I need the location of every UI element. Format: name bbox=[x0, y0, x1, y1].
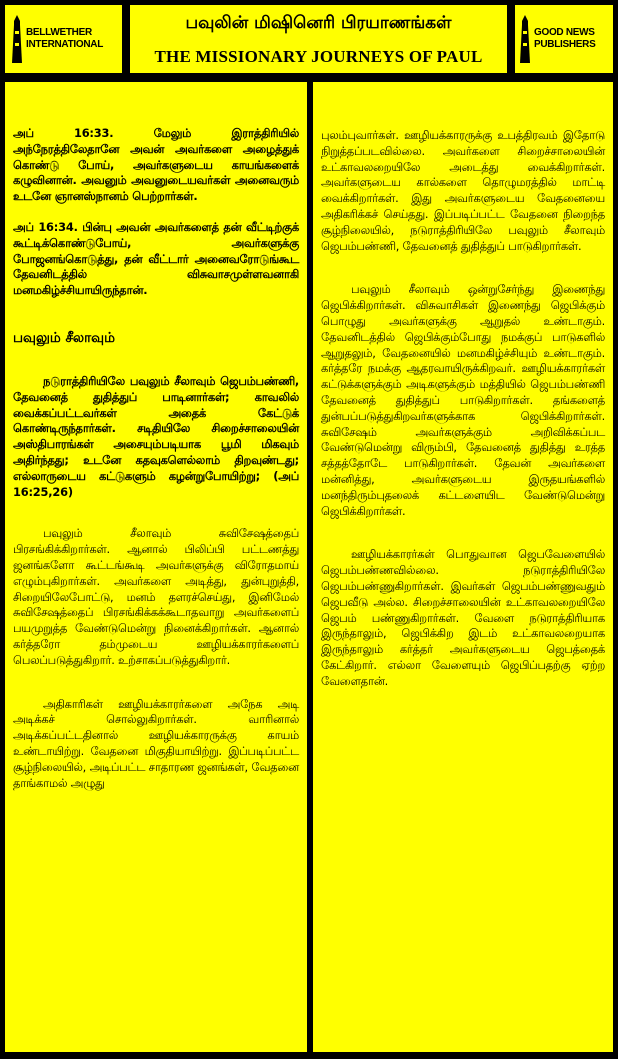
right-paragraph-1: புலம்புவார்கள். ஊழியக்காரருக்கு உபத்திரவம் இதோடு நிறுத்தப்படவில்லை. அவர்களை சிறைச்சாலையின் உட்காவலறையிலே அடைத்து வைக்கிறார்கள். அவர்களுடைய கால்களை தொழுமரத்தில் மாட்டி வைக்கிறார்கள். இது அவர்களுடைய வேதனையை அதிகரிக்கச் செய்தது. இப்படிப்பட்ட வேதனை நிறைந்த சூழ்நிலையில், நடுராத்திரியிலே பவுலும் சீலாவும் ஜெபம்பண்ணி, தேவனைத் துதித்துப் பாடுகிறார்கள். bbox=[321, 128, 605, 253]
title-tamil: பவுலின் மிஷினெரி பிரயாணங்கள் bbox=[185, 13, 452, 33]
publisher-logo-right bbox=[513, 3, 615, 75]
right-paragraph-2: பவுலும் சீலாவும் ஒன்றுசேர்ந்து இணைந்து ஜெபிக்கிறார்கள். விசுவாசிகள் இணைந்து ஜெபிக்கும் பொழுது அவர்களுக்கு ஆறுதல் உண்டாகும். தேவனிடத்தில் ஜெபிக்கும்போது நமக்குப் பாடுகளில் ஆறுதலும், வேதனையில் மனமகிழ்ச்சியும் உண்டாகும். கர்த்தரே நமக்கு ஆதரவாயிருக்கிறவர். ஊழியக்காரர்கள் கட்டுக்களுக்கும் அடிகளுக்கும் மத்தியில் ஜெபம்பண்ணி தேவனைத் துதித்துப் பாடுகிறார்கள். தங்களைத் துன்பப்படுத்துகிறவர்களுக்காக ஜெபிக்கிறார்கள். சுவிசேஷம் அவர்களுக்கும் அறிவிக்கப்பட வேண்டுமென்று விரும்பி, தேவனைத் துதித்து உரத்த சத்தத்தோடே பாடுகிறார்கள். தேவன் அவர்களை மன்னித்து, அவர்களுடைய இருதயங்களில் மனந்திரும்புதலைக் கட்டளையிட வேண்டுமென்று ஜெபிக்கிறார்கள். bbox=[321, 282, 605, 518]
logo-left-line1: BELLWETHER bbox=[26, 27, 92, 38]
logo-right-line2: PUBLISHERS bbox=[534, 39, 596, 50]
right-paragraph-3: ஊழியக்காரர்கள் பொதுவான ஜெபவேளையில் ஜெபம்பண்ணவில்லை. நடுராத்திரியிலே ஜெபம்பண்ணுகிறார்கள். இவர்கள் ஜெபம்பண்ணுவதும் ஜெபவீடு அல்ல. சிறைச்சாலையின் உட்காவலறையிலே ஜெபம் பண்ணுகிறார்கள். வேளை நடுராத்திரியாக இருந்தாலும், ஜெபிக்கிற இடம் உட்காவலறையாக இருந்தாலும் கர்த்தர் அவர்களுடைய ஜெபத்தைக் கேட்கிறார். எல்லா வேளையும் ஜெபிப்பதற்கு ஏற்ற வேளைதான். bbox=[321, 547, 605, 688]
publisher-logo-left bbox=[3, 3, 124, 75]
page-header bbox=[0, 0, 618, 78]
logo-right-line1: GOOD NEWS bbox=[534, 27, 595, 38]
title-english: THE MISSIONARY JOURNEYS OF PAUL bbox=[154, 47, 483, 66]
title-box bbox=[128, 3, 509, 75]
left-paragraph-2: அதிகாரிகள் ஊழியக்காரர்களை அநேக அடி அடிக்கச் சொல்லுகிறார்கள். வாரினால் அடிக்கப்பட்டதினால் ஊழியக்காரருக்கு காயம் உண்டாயிற்று. வேதனை மிகுதியாயிற்று. இப்படிப்பட்ட சூழ்நிலையில், அடிப்பட்ட சாதாரண ஜனங்கள், வேதனை தாங்காமல் அழுது bbox=[13, 696, 299, 790]
left-paragraph-1: பவுலும் சீலாவும் சுவிசேஷத்தைப் பிரசங்கிக்கிறார்கள். ஆனால் பிலிப்பி பட்டணத்து ஜனங்களோ கூட்டங்கூடி அவர்களுக்கு விரோதமாய் எழும்புகிறார்கள். அவர்களை அடித்து, துன்புறுத்தி, சிறையிலேபோட்டு, மனம் தளரச்செய்து, இனிமேல் சுவிசேஷத்தைப் பிரசங்கிக்கக்கூடாதவாறு அவர்களைப் பயமுறுத்த வேண்டுமென்று நினைக்கிறார்கள். ஆனால் கர்த்தரோ தம்முடைய ஊழியக்காரர்களைப் பெலப்படுத்துகிறார். உற்சாகப்படுத்துகிறார். bbox=[13, 526, 299, 667]
left-column bbox=[3, 80, 309, 1054]
verse-16-34: அப் 16:34. பின்பு அவன் அவர்களைத் தன் வீட்டிற்குக் கூட்டிக்கொண்டுபோய், அவர்களுக்கு போஜனங்கொடுத்து, தன் வீட்டார் அனைவரோடுங்கூட தேவனிடத்தில் விசுவாசமுள்ளவனாகி மனமகிழ்ச்சியாயிருந்தான். bbox=[13, 219, 299, 298]
right-column bbox=[311, 80, 615, 1054]
lighthouse-icon bbox=[11, 15, 23, 63]
verse-16-33: அப் 16:33. மேலும் இராத்திரியில் அந்நேரத்திலேதானே அவன் அவர்களை அழைத்துக் கொண்டு போய், அவர்களுடைய காயங்களைக் கழுவினான். அவனும் அவனுடையவர்கள் அனைவரும் உடனே ஞானஸ்நானம் பெற்றார்கள். bbox=[13, 126, 299, 204]
section-subheading: பவுலும் சீலாவும் bbox=[13, 329, 115, 346]
logo-left-line2: INTERNATIONAL bbox=[26, 39, 104, 50]
lighthouse-icon bbox=[519, 15, 531, 63]
scripture-quote: நடுராத்திரியிலே பவுலும் சீலாவும் ஜெபம்பண்ணி, தேவனைத் துதித்துப் பாடினார்கள்; காவலில் வைக்கப்பட்டவர்கள் அதைக் கேட்டுக் கொண்டிருந்தார்கள். சடிதியிலே சிறைச்சாலையின் அஸ்திபாரங்கள் அசையும்படியாக பூமி மிகவும் அதிர்ந்தது; உடனே கதவுகளெல்லாம் திறவுண்டது; எல்லாருடைய கட்டுகளும் கழன்றுபோயிற்று; (அப் 16:25,26) bbox=[13, 373, 299, 499]
